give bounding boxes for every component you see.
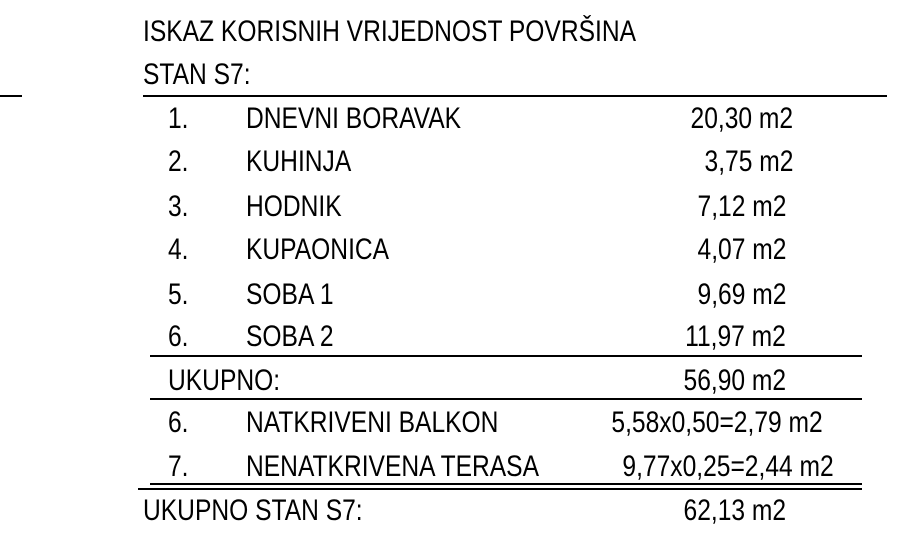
room-area: 3,75 m2 [704,145,793,178]
extra-number: 7. [168,450,189,483]
room-area: 20,30 m2 [690,102,793,135]
room-area: 9,69 m2 [697,278,786,311]
room-name: DNEVNI BORAVAK [246,102,462,135]
room-name: SOBA 2 [246,320,334,353]
room-number: 2. [168,145,189,178]
room-name: KUHINJA [246,145,352,178]
extra-name: NATKRIVENI BALKON [246,406,499,439]
room-name: KUPAONICA [246,233,390,266]
apartment-label: STAN S7: [143,58,251,91]
room-name: SOBA 1 [246,278,334,311]
extra-area: 5,58x0,50=2,79 m2 [611,406,823,439]
room-number: 5. [168,278,189,311]
subtotal-label: UKUPNO: [168,364,281,397]
room-number: 1. [168,102,189,135]
room-number: 6. [168,320,189,353]
total-area: 62,13 m2 [683,494,786,527]
total-rule-top [150,483,862,485]
document-title: ISKAZ KORISNIH VRIJEDNOST POVRŠINA [143,15,637,48]
room-area: 4,07 m2 [697,233,786,266]
extra-name: NENATKRIVENA TERASA [246,450,540,483]
total-label: UKUPNO STAN S7: [143,494,363,527]
total-rule-bottom [138,488,862,490]
subtotal-rule [150,355,862,357]
room-number: 3. [168,190,189,223]
header-rule [143,95,887,97]
subtotal-bottom-rule [150,398,862,400]
room-area: 7,12 m2 [697,190,786,223]
left-rule [0,95,22,97]
extra-number: 6. [168,406,189,439]
extra-area: 9,77x0,25=2,44 m2 [622,450,834,483]
room-area: 11,97 m2 [685,320,786,353]
room-name: HODNIK [246,190,342,223]
room-number: 4. [168,233,189,266]
subtotal-area: 56,90 m2 [683,364,786,397]
